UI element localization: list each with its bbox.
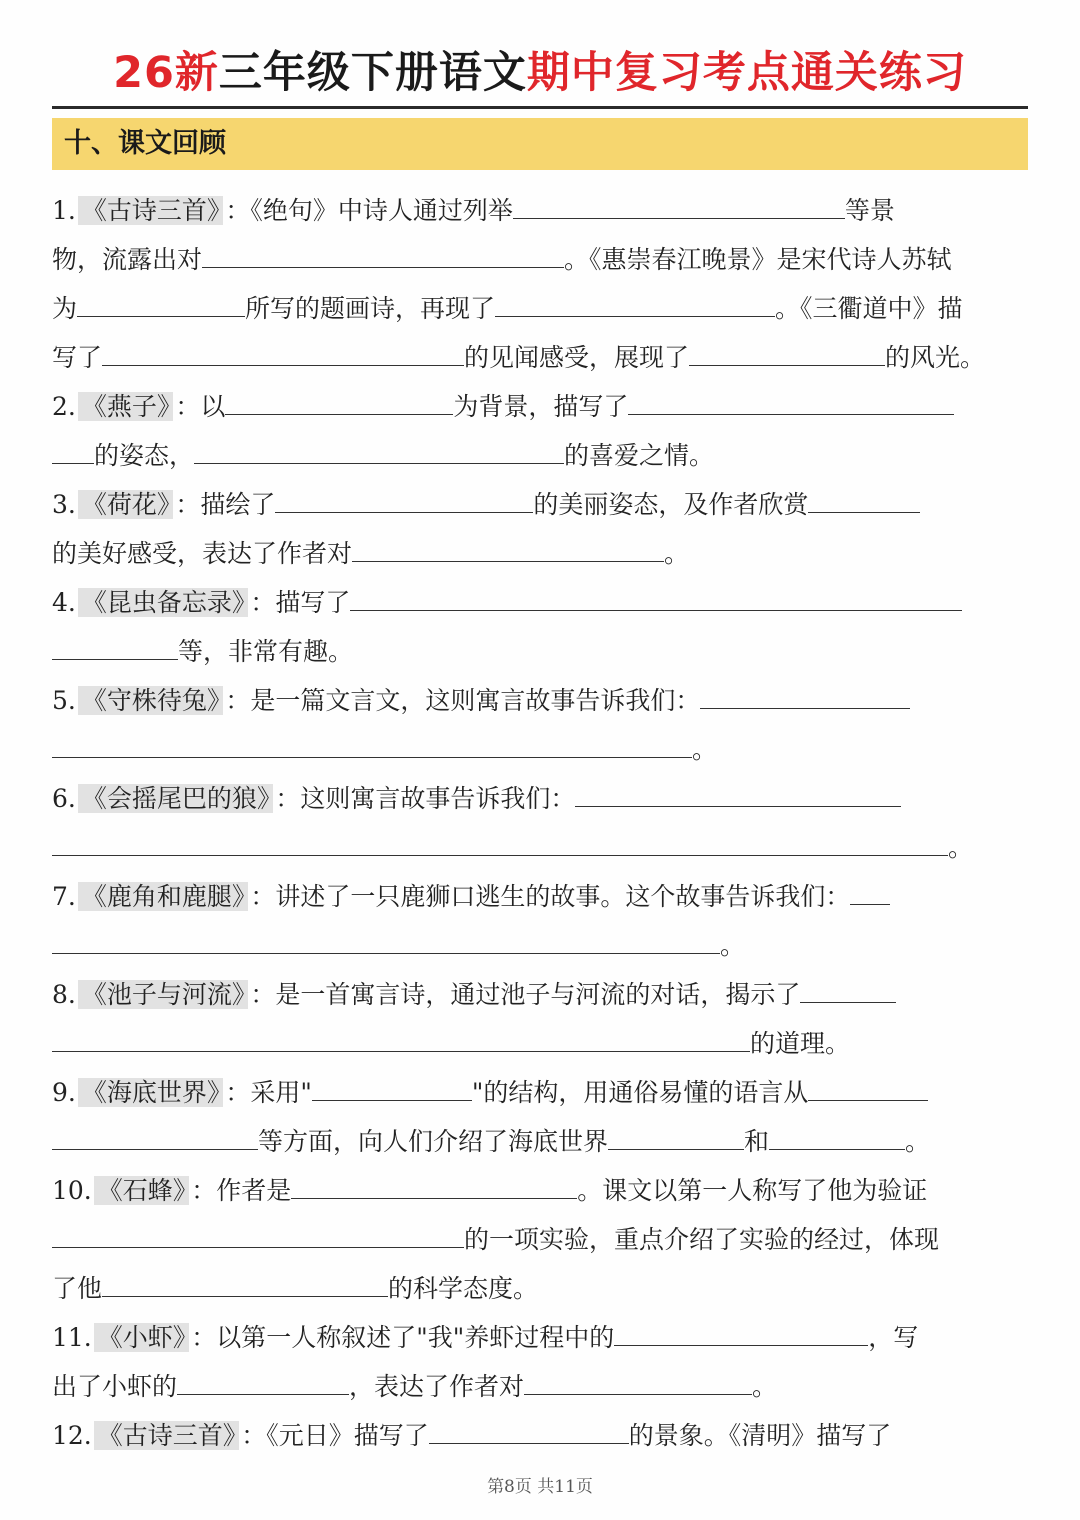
book-title: 《石蜂》 <box>94 1176 190 1205</box>
book-title: 《荷花》 <box>78 490 174 519</box>
answer-blank[interactable] <box>628 380 954 415</box>
item-text: 。《惠崇春江晚景》是宋代诗人苏轼 <box>564 245 952 274</box>
answer-blank[interactable] <box>352 527 664 562</box>
answer-blank[interactable] <box>575 772 901 807</box>
item-text: 的美丽姿态，及作者欣赏 <box>533 490 809 519</box>
answer-blank[interactable] <box>52 919 720 954</box>
page-number: 第8页 共11页 <box>487 1477 593 1497</box>
item-text: 等方面，向人们介绍了海底世界 <box>258 1127 609 1156</box>
book-title: 《燕子》 <box>78 392 174 421</box>
item-number: 7. <box>52 882 76 911</box>
item-text: ：讲述了一只鹿狮口逃生的故事。这个故事告诉我们： <box>250 882 851 911</box>
book-title: 《会摇尾巴的狼》 <box>78 784 274 813</box>
item-text: ：以第一人称叙述了"我"养虾过程中的 <box>191 1323 615 1352</box>
item-text: 所写的题画诗，再现了 <box>245 294 496 323</box>
item-10-line-2 <box>52 1213 1028 1259</box>
book-title: 《昆虫备忘录》 <box>78 588 249 617</box>
item-2-line-1 <box>52 380 1028 426</box>
answer-blank[interactable] <box>52 1017 750 1052</box>
item-number: 2. <box>52 392 76 421</box>
item-text: 。 <box>752 1372 778 1401</box>
item-number: 6. <box>52 784 76 813</box>
item-1-line-4 <box>52 331 1028 377</box>
item-text: 。 <box>720 931 746 960</box>
item-5-line-1 <box>52 674 1028 720</box>
item-text: 为背景，描写了 <box>453 392 629 421</box>
title-part-red-1: 26新 <box>113 48 219 98</box>
answer-blank[interactable] <box>689 331 885 366</box>
title-divider <box>52 106 1028 109</box>
item-text: ，写 <box>868 1323 919 1352</box>
answer-blank[interactable] <box>52 1213 464 1248</box>
item-1-line-1 <box>52 184 1028 230</box>
item-7-line-1 <box>52 870 1028 916</box>
item-12-line-1 <box>52 1409 1028 1455</box>
item-10-line-3 <box>52 1262 1028 1308</box>
item-4-line-2 <box>52 625 1028 671</box>
item-1-line-2 <box>52 233 1028 279</box>
item-text: 等景 <box>844 196 895 225</box>
answer-blank[interactable] <box>291 1164 577 1199</box>
item-number: 11. <box>52 1323 92 1352</box>
item-text: ：作者是 <box>191 1176 292 1205</box>
answer-blank[interactable] <box>194 429 564 464</box>
item-4-line-1 <box>52 576 1028 622</box>
title-part-red-2: 期中复习考点通关练习 <box>526 48 967 98</box>
item-text: 的喜爱之情。 <box>564 441 715 470</box>
answer-blank[interactable] <box>495 282 775 317</box>
book-title: 《古诗三首》 <box>78 196 224 225</box>
item-5-line-2 <box>52 723 1028 769</box>
item-6-line-1 <box>52 772 1028 818</box>
answer-blank[interactable] <box>52 1115 258 1150</box>
answer-blank[interactable] <box>700 674 910 709</box>
answer-blank[interactable] <box>769 1115 905 1150</box>
item-number: 12. <box>52 1421 92 1450</box>
item-text: ：描绘了 <box>175 490 276 519</box>
item-number: 8. <box>52 980 76 1009</box>
answer-blank[interactable] <box>275 478 533 513</box>
item-text: "的结构，用通俗易懂的语言从 <box>471 1078 809 1107</box>
answer-blank[interactable] <box>52 723 692 758</box>
item-text: 的科学态度。 <box>388 1274 539 1303</box>
item-11-line-2 <box>52 1360 1028 1406</box>
answer-blank[interactable] <box>102 331 464 366</box>
item-text: ：《绝句》中诗人通过列举 <box>225 196 513 225</box>
item-text: ：《元日》描写了 <box>241 1421 429 1450</box>
book-title: 《古诗三首》 <box>94 1421 240 1450</box>
item-text: 。 <box>664 539 690 568</box>
item-text: ：采用" <box>225 1078 312 1107</box>
item-text: 。 <box>692 735 718 764</box>
section-title: 十、课文回顾 <box>64 128 226 159</box>
item-text: 为 <box>52 294 78 323</box>
item-text: 的风光。 <box>885 343 986 372</box>
title-part-black: 三年级下册语文 <box>218 48 527 98</box>
answer-blank[interactable] <box>429 1409 629 1444</box>
answer-blank[interactable] <box>850 870 890 905</box>
item-number: 9. <box>52 1078 76 1107</box>
answer-blank[interactable] <box>102 1262 388 1297</box>
item-2-line-2 <box>52 429 1028 475</box>
item-text: 。 <box>948 833 974 862</box>
answer-blank[interactable] <box>177 1360 349 1395</box>
answer-blank[interactable] <box>202 233 564 268</box>
item-3-line-2 <box>52 527 1028 573</box>
answer-blank[interactable] <box>225 380 453 415</box>
item-8-line-2 <box>52 1017 1028 1063</box>
answer-blank[interactable] <box>52 625 178 660</box>
answer-blank[interactable] <box>614 1311 868 1346</box>
answer-blank[interactable] <box>808 1066 928 1101</box>
item-text: 物，流露出对 <box>52 245 203 274</box>
item-text: 的见闻感受，展现了 <box>464 343 690 372</box>
answer-blank[interactable] <box>52 821 948 856</box>
book-title: 《守株待兔》 <box>78 686 224 715</box>
item-text: 出了小虾的 <box>52 1372 178 1401</box>
item-text: 和 <box>744 1127 770 1156</box>
item-text: 。《三衢道中》描 <box>775 294 963 323</box>
answer-blank[interactable] <box>52 429 94 464</box>
answer-blank[interactable] <box>800 968 896 1003</box>
item-number: 3. <box>52 490 76 519</box>
answer-blank[interactable] <box>513 184 845 219</box>
book-title: 《海底世界》 <box>78 1078 224 1107</box>
item-8-line-1 <box>52 968 1028 1014</box>
item-text: 的美好感受，表达了作者对 <box>52 539 353 568</box>
item-1-line-3 <box>52 282 1028 328</box>
item-text: 的景象。《清明》描写了 <box>628 1421 892 1450</box>
item-text: ：描写了 <box>250 588 351 617</box>
item-text: 写了 <box>52 343 103 372</box>
answer-blank[interactable] <box>350 576 962 611</box>
answer-blank[interactable] <box>312 1066 472 1101</box>
item-7-line-2 <box>52 919 1028 965</box>
item-text: 等，非常有趣。 <box>178 637 354 666</box>
answer-blank[interactable] <box>608 1115 744 1150</box>
item-text: 了他 <box>52 1274 103 1303</box>
book-title: 《鹿角和鹿腿》 <box>78 882 249 911</box>
item-6-line-2 <box>52 821 1028 867</box>
item-text: 的道理。 <box>750 1029 851 1058</box>
item-number: 1. <box>52 196 76 225</box>
item-number: 5. <box>52 686 76 715</box>
page-title <box>52 38 1028 108</box>
book-title: 《池子与河流》 <box>78 980 249 1009</box>
item-text: ：这则寓言故事告诉我们： <box>275 784 576 813</box>
item-11-line-1 <box>52 1311 1028 1357</box>
item-text: 的一项实验，重点介绍了实验的经过，体现 <box>464 1225 940 1254</box>
item-3-line-1 <box>52 478 1028 524</box>
answer-blank[interactable] <box>524 1360 752 1395</box>
item-text: ：是一首寓言诗，通过池子与河流的对话，揭示了 <box>250 980 801 1009</box>
item-text: ：以 <box>175 392 226 421</box>
item-text: ，表达了作者对 <box>349 1372 525 1401</box>
answer-blank[interactable] <box>77 282 245 317</box>
book-title: 《小虾》 <box>94 1323 190 1352</box>
item-text: 的姿态， <box>94 441 195 470</box>
item-text: 。 <box>905 1127 931 1156</box>
item-9-line-1 <box>52 1066 1028 1112</box>
item-9-line-2 <box>52 1115 1028 1161</box>
item-text: 。课文以第一人称写了他为验证 <box>577 1176 928 1205</box>
item-number: 4. <box>52 588 76 617</box>
item-10-line-1 <box>52 1164 1028 1210</box>
item-text: ：是一篇文言文，这则寓言故事告诉我们： <box>225 686 701 715</box>
item-number: 10. <box>52 1176 92 1205</box>
answer-blank[interactable] <box>808 478 920 513</box>
